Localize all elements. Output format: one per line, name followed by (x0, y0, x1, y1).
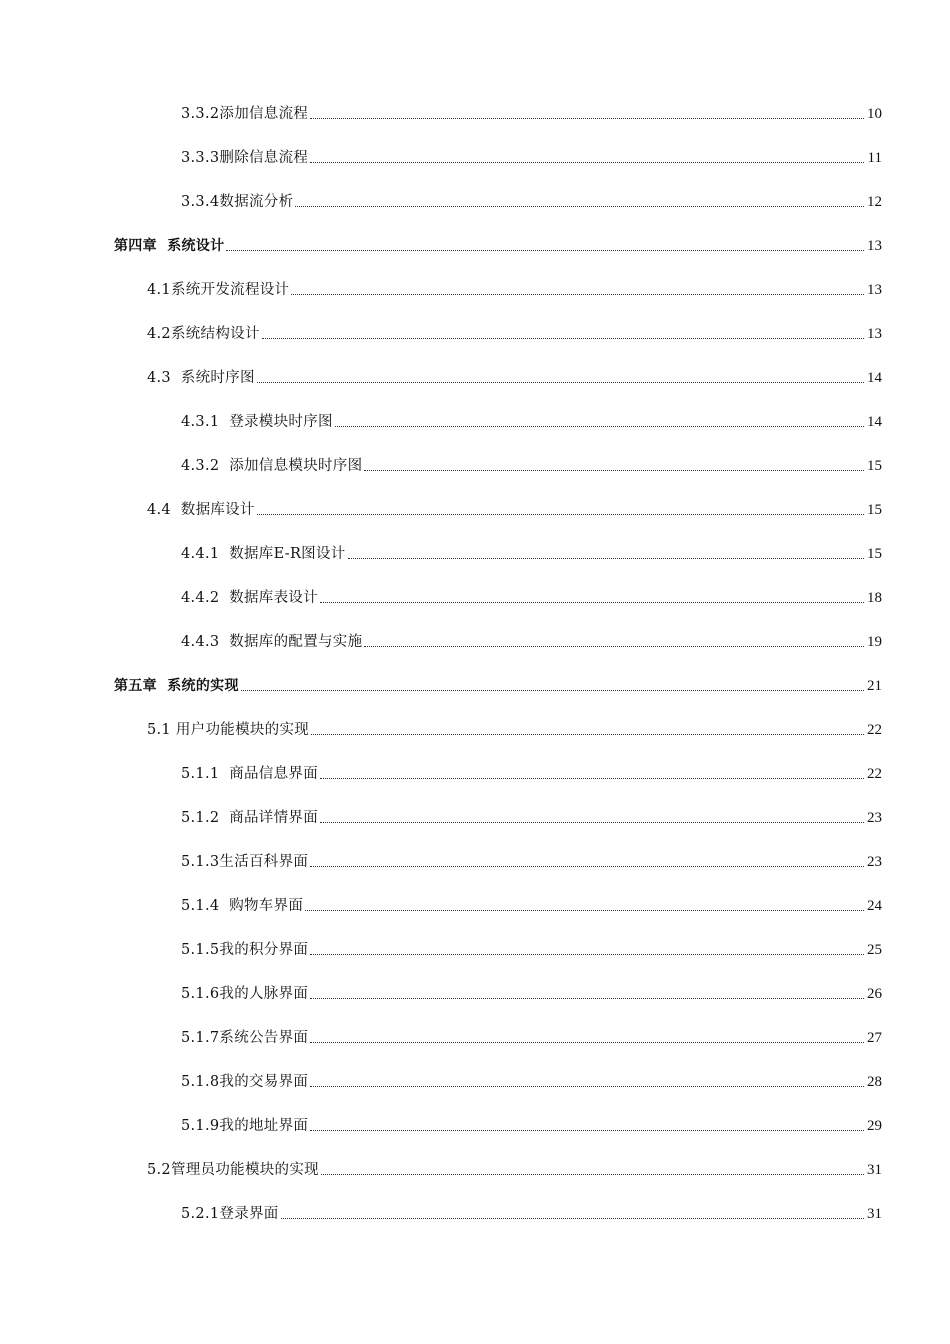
toc-entry-title: 5.1.1 商品信息界面 (181, 766, 319, 782)
toc-entry-title: 5.1.3生活百科界面 (181, 854, 309, 870)
dot-leader (311, 734, 864, 735)
toc-entry-title: 5.1.9我的地址界面 (181, 1118, 309, 1134)
toc-page-number: 23 (867, 810, 882, 826)
dot-leader (310, 118, 864, 119)
toc-entry[interactable] (181, 585, 882, 607)
toc-entry[interactable] (147, 277, 882, 299)
toc-entry[interactable] (181, 189, 882, 211)
toc-page-number: 15 (867, 502, 882, 518)
toc-page-number: 15 (867, 458, 882, 474)
toc-page-number: 27 (867, 1030, 882, 1046)
toc-entry[interactable] (181, 1201, 882, 1223)
toc-page-number: 25 (867, 942, 882, 958)
dot-leader (320, 822, 864, 823)
toc-entry-title: 4.1系统开发流程设计 (147, 282, 290, 298)
dot-leader (257, 514, 864, 515)
toc-page-number: 23 (867, 854, 882, 870)
dot-leader (310, 998, 864, 999)
dot-leader (310, 1042, 864, 1043)
dot-leader (291, 294, 864, 295)
toc-entry[interactable] (181, 453, 882, 475)
toc-entry-title: 3.3.4数据流分析 (181, 194, 294, 210)
dot-leader (281, 1218, 864, 1219)
toc-page-number: 12 (867, 194, 882, 210)
toc-page-number: 13 (867, 282, 882, 298)
toc-page-number: 22 (867, 722, 882, 738)
toc-entry-title: 3.3.3删除信息流程 (181, 150, 309, 166)
toc-entry-title: 5.2.1登录界面 (181, 1206, 279, 1222)
toc-entry[interactable] (181, 409, 882, 431)
toc-entry[interactable] (181, 893, 882, 915)
toc-entry-title: 3.3.2添加信息流程 (181, 106, 309, 122)
toc-entry[interactable] (181, 805, 882, 827)
toc-page-number: 31 (867, 1206, 882, 1222)
dot-leader (364, 646, 864, 647)
dot-leader (241, 690, 864, 691)
toc-page-number: 13 (867, 238, 882, 254)
toc-entry-title: 5.1 用户功能模块的实现 (147, 722, 310, 738)
toc-page-number: 28 (867, 1074, 882, 1090)
toc-entry-title: 5.1.2 商品详情界面 (181, 810, 319, 826)
toc-page-number: 26 (867, 986, 882, 1002)
dot-leader (321, 1174, 864, 1175)
toc-page-number: 21 (867, 678, 882, 694)
toc-page-number: 18 (867, 590, 882, 606)
toc-page-number: 14 (867, 370, 882, 386)
toc-entry[interactable] (181, 937, 882, 959)
toc-page-number: 29 (867, 1118, 882, 1134)
dot-leader (257, 382, 864, 383)
toc-entry[interactable] (181, 849, 882, 871)
toc-entry[interactable] (181, 1025, 882, 1047)
toc-entry[interactable] (147, 717, 882, 739)
dot-leader (335, 426, 864, 427)
toc-entry[interactable] (181, 541, 882, 563)
dot-leader (320, 602, 864, 603)
toc-entry-title: 4.4 数据库设计 (147, 502, 255, 518)
toc-entry-title: 5.1.8我的交易界面 (181, 1074, 309, 1090)
toc-entry-title: 5.1.7系统公告界面 (181, 1030, 309, 1046)
toc-page-number: 22 (867, 766, 882, 782)
toc-entry-title: 5.1.6我的人脉界面 (181, 986, 309, 1002)
toc-chapter-entry[interactable] (114, 233, 882, 255)
toc-entry[interactable] (181, 1069, 882, 1091)
toc-entry-title: 4.2系统结构设计 (147, 326, 260, 342)
toc-chapter-entry[interactable] (114, 673, 882, 695)
dot-leader (262, 338, 864, 339)
toc-entry-title: 第五章 系统的实现 (114, 678, 239, 694)
toc-entry[interactable] (147, 321, 882, 343)
toc-entry-title: 4.4.3 数据库的配置与实施 (181, 634, 363, 650)
dot-leader (310, 1130, 864, 1131)
toc-entry-title: 5.1.5我的积分界面 (181, 942, 309, 958)
toc-entry[interactable] (147, 497, 882, 519)
toc-entry[interactable] (181, 761, 882, 783)
toc-entry[interactable] (147, 1157, 882, 1179)
dot-leader (310, 1086, 864, 1087)
dot-leader (310, 866, 864, 867)
toc-entry-title: 5.2管理员功能模块的实现 (147, 1162, 319, 1178)
dot-leader (226, 250, 864, 251)
dot-leader (310, 954, 864, 955)
toc-page-number: 15 (867, 546, 882, 562)
toc-entry-title: 4.3.2 添加信息模块时序图 (181, 458, 363, 474)
toc-page-number: 14 (867, 414, 882, 430)
toc-page-number: 13 (867, 326, 882, 342)
toc-entry[interactable] (181, 101, 882, 123)
toc-page-number: 10 (867, 106, 882, 122)
toc-entry-title: 4.3.1 登录模块时序图 (181, 414, 333, 430)
toc-entry-title: 4.3 系统时序图 (147, 370, 255, 386)
toc-page-number: 24 (867, 898, 882, 914)
dot-leader (305, 910, 864, 911)
toc-entry-title: 4.4.1 数据库E-R图设计 (181, 546, 346, 562)
dot-leader (295, 206, 864, 207)
toc-entry-title: 第四章 系统设计 (114, 238, 225, 254)
dot-leader (310, 162, 864, 163)
dot-leader (320, 778, 864, 779)
toc-entry-title: 4.4.2 数据库表设计 (181, 590, 319, 606)
toc-entry[interactable] (147, 365, 882, 387)
toc-entry[interactable] (181, 1113, 882, 1135)
toc-page-number: 11 (867, 150, 882, 166)
toc-page-number: 19 (867, 634, 882, 650)
toc-entry[interactable] (181, 981, 882, 1003)
toc-entry[interactable] (181, 629, 882, 651)
toc-entry[interactable] (181, 145, 882, 167)
dot-leader (348, 558, 864, 559)
toc-entry-title: 5.1.4 购物车界面 (181, 898, 304, 914)
toc-page-number: 31 (867, 1162, 882, 1178)
dot-leader (364, 470, 864, 471)
